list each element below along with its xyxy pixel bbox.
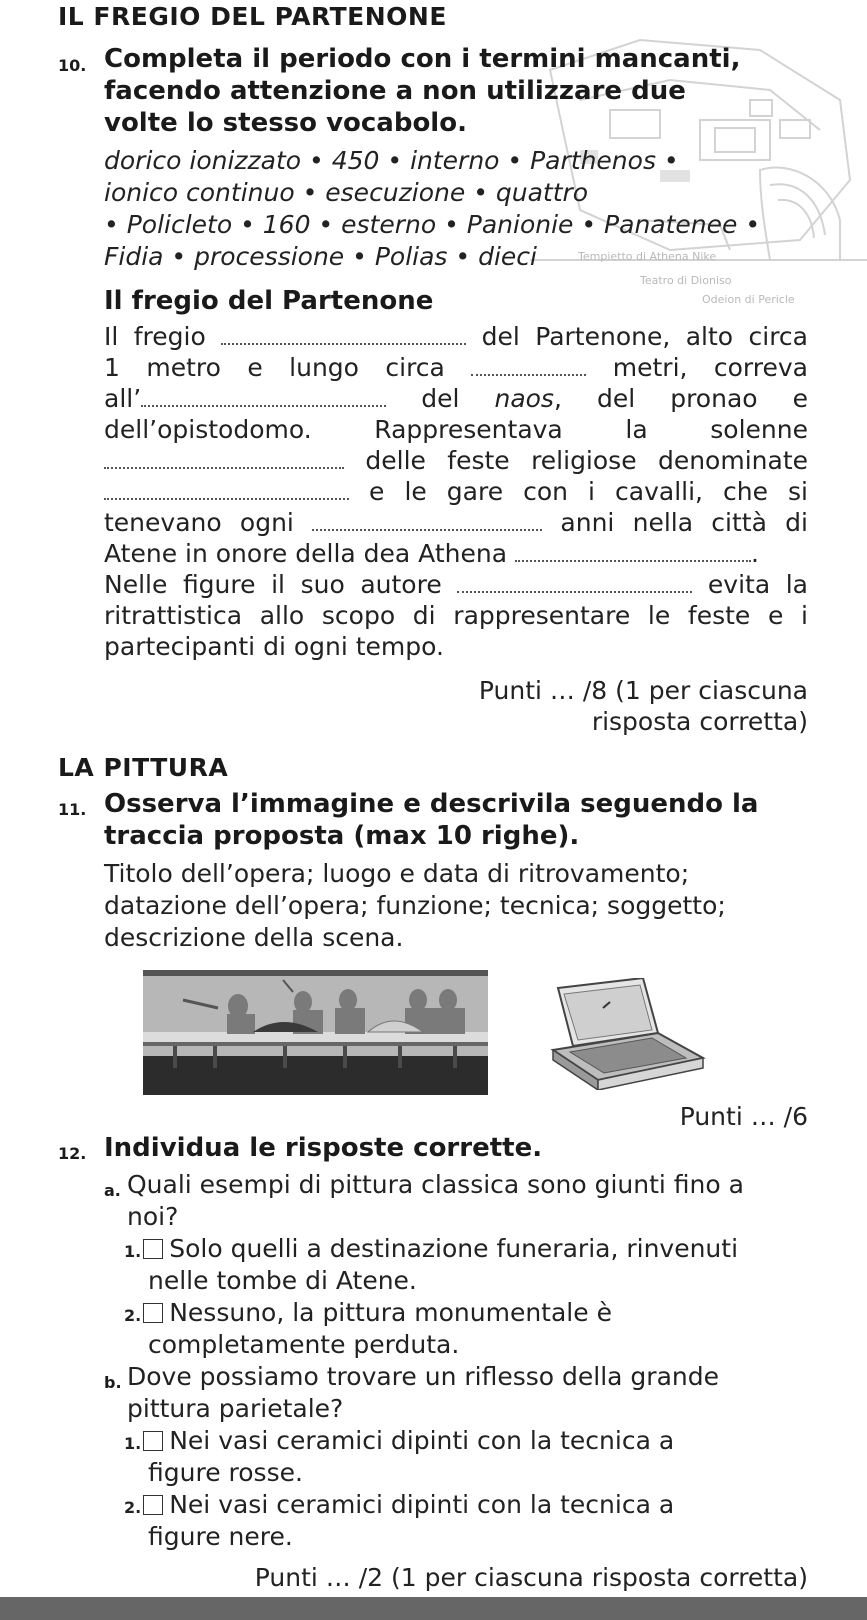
question-11-body-1: Titolo dell’opera; luogo e data di ritrovamento; [104,859,690,888]
checkbox-b2[interactable] [143,1495,163,1515]
para-line-6: e le gare con i cavalli, che si [104,477,808,506]
option-a2: 2. Nessuno, la pittura monumentale è [124,1298,612,1327]
question-number-11: 11. [58,800,87,819]
question-12-a-line-2: noi? [127,1202,179,1231]
word-list-line-4: Fidia • processione • Polias • dieci [104,242,537,271]
word-list-line-2: ionico continuo • esecuzione • quattro [104,178,589,207]
question-10-line-1: Completa il periodo con i termini mancanti, [104,44,741,74]
question-12-a-line-1: Quali esempi di pittura classica sono giunti fino a [127,1170,744,1199]
para-line-5: delle feste religiose denominate [104,446,808,475]
map-label-odeion: Odeion di Pericle [702,293,795,306]
blank-7[interactable] [515,542,751,562]
para-line-9: Nelle figure il suo autore evita la [104,570,808,599]
blank-4[interactable] [104,449,344,469]
question-10-line-2: facendo attenzione a non utilizzare due [104,76,686,106]
blank-8[interactable] [457,573,692,593]
map-label-nike: Tempietto di Athena Nike [578,250,717,263]
section-title-pittura: LA PITTURA [58,753,229,782]
question-12-title: Individua le risposte corrette. [104,1133,543,1163]
question-12-b-letter: b. [104,1373,122,1392]
para-line-7: tenevano ogni anni nella città di [104,508,808,537]
question-number-12: 12. [58,1144,87,1163]
checkbox-a1[interactable] [143,1239,163,1259]
tomb-box-image [548,978,708,1090]
fresco-banquet-image [143,970,488,1095]
punti-q10-line-2: risposta corretta) [591,707,808,736]
section-title-fregio: IL FREGIO DEL PARTENONE [58,2,447,31]
option-b1-line-2: figure rosse. [148,1458,303,1487]
para-line-2: 1 metro e lungo circa metri, correva [104,353,808,382]
subtitle-fregio: Il fregio del Partenone [104,286,434,316]
option-a2-line-2: completamente perduta. [148,1330,460,1359]
question-number-10: 10. [58,56,87,75]
para-line-4: dell’opistodomo. Rappresentava la solenne [104,415,808,444]
question-11-body-3: descrizione della scena. [104,923,404,952]
option-b2-line-2: figure nere. [148,1522,293,1551]
map-label-dioniso: Teatro di Dioniso [640,274,732,287]
punti-q11: Punti … /6 [679,1102,808,1131]
para-line-10: ritrattistica allo scopo di rappresentare le feste e i [104,601,808,630]
blank-2[interactable] [471,356,586,376]
para-line-1: Il fregio del Partenone, alto circa [104,322,809,351]
para-line-11: partecipanti di ogni tempo. [104,632,444,661]
para-line-8: Atene in onore della dea Athena . [104,539,759,568]
page-bottom-bar [0,1597,867,1620]
checkbox-b1[interactable] [143,1431,163,1451]
para-line-3: all’ del naos, del pronao e [104,384,808,413]
question-12-a-letter: a. [104,1181,121,1200]
question-12-b-line-2: pittura parietale? [127,1394,344,1423]
option-a1-line-2: nelle tombe di Atene. [148,1266,417,1295]
option-b2: 2. Nei vasi ceramici dipinti con la tecnica a [124,1490,675,1519]
blank-1[interactable] [221,325,466,345]
blank-3[interactable] [141,387,386,407]
blank-5[interactable] [104,480,349,500]
question-11-line-2: traccia proposta (max 10 righe). [104,821,580,851]
punti-q12: Punti … /2 (1 per ciascuna risposta corretta) [254,1563,808,1592]
punti-q10-line-1: Punti … /8 (1 per ciascuna [478,676,808,705]
word-list-line-1: dorico ionizzato • 450 • interno • Parthenos • [104,146,679,175]
blank-6[interactable] [312,511,542,531]
question-10-line-3: volte lo stesso vocabolo. [104,108,467,138]
question-11-body-2: datazione dell’opera; funzione; tecnica; soggetto; [104,891,726,920]
question-12-b-line-1: Dove possiamo trovare un riflesso della grande [127,1362,719,1391]
checkbox-a2[interactable] [143,1303,163,1323]
question-11-line-1: Osserva l’immagine e descrivila seguendo la [104,789,759,819]
option-a1: 1. Solo quelli a destinazione funeraria, rinvenuti [124,1234,739,1263]
option-b1: 1. Nei vasi ceramici dipinti con la tecnica a [124,1426,675,1455]
word-list-line-3: • Policleto • 160 • esterno • Panionie • Panatenee • [104,210,761,239]
